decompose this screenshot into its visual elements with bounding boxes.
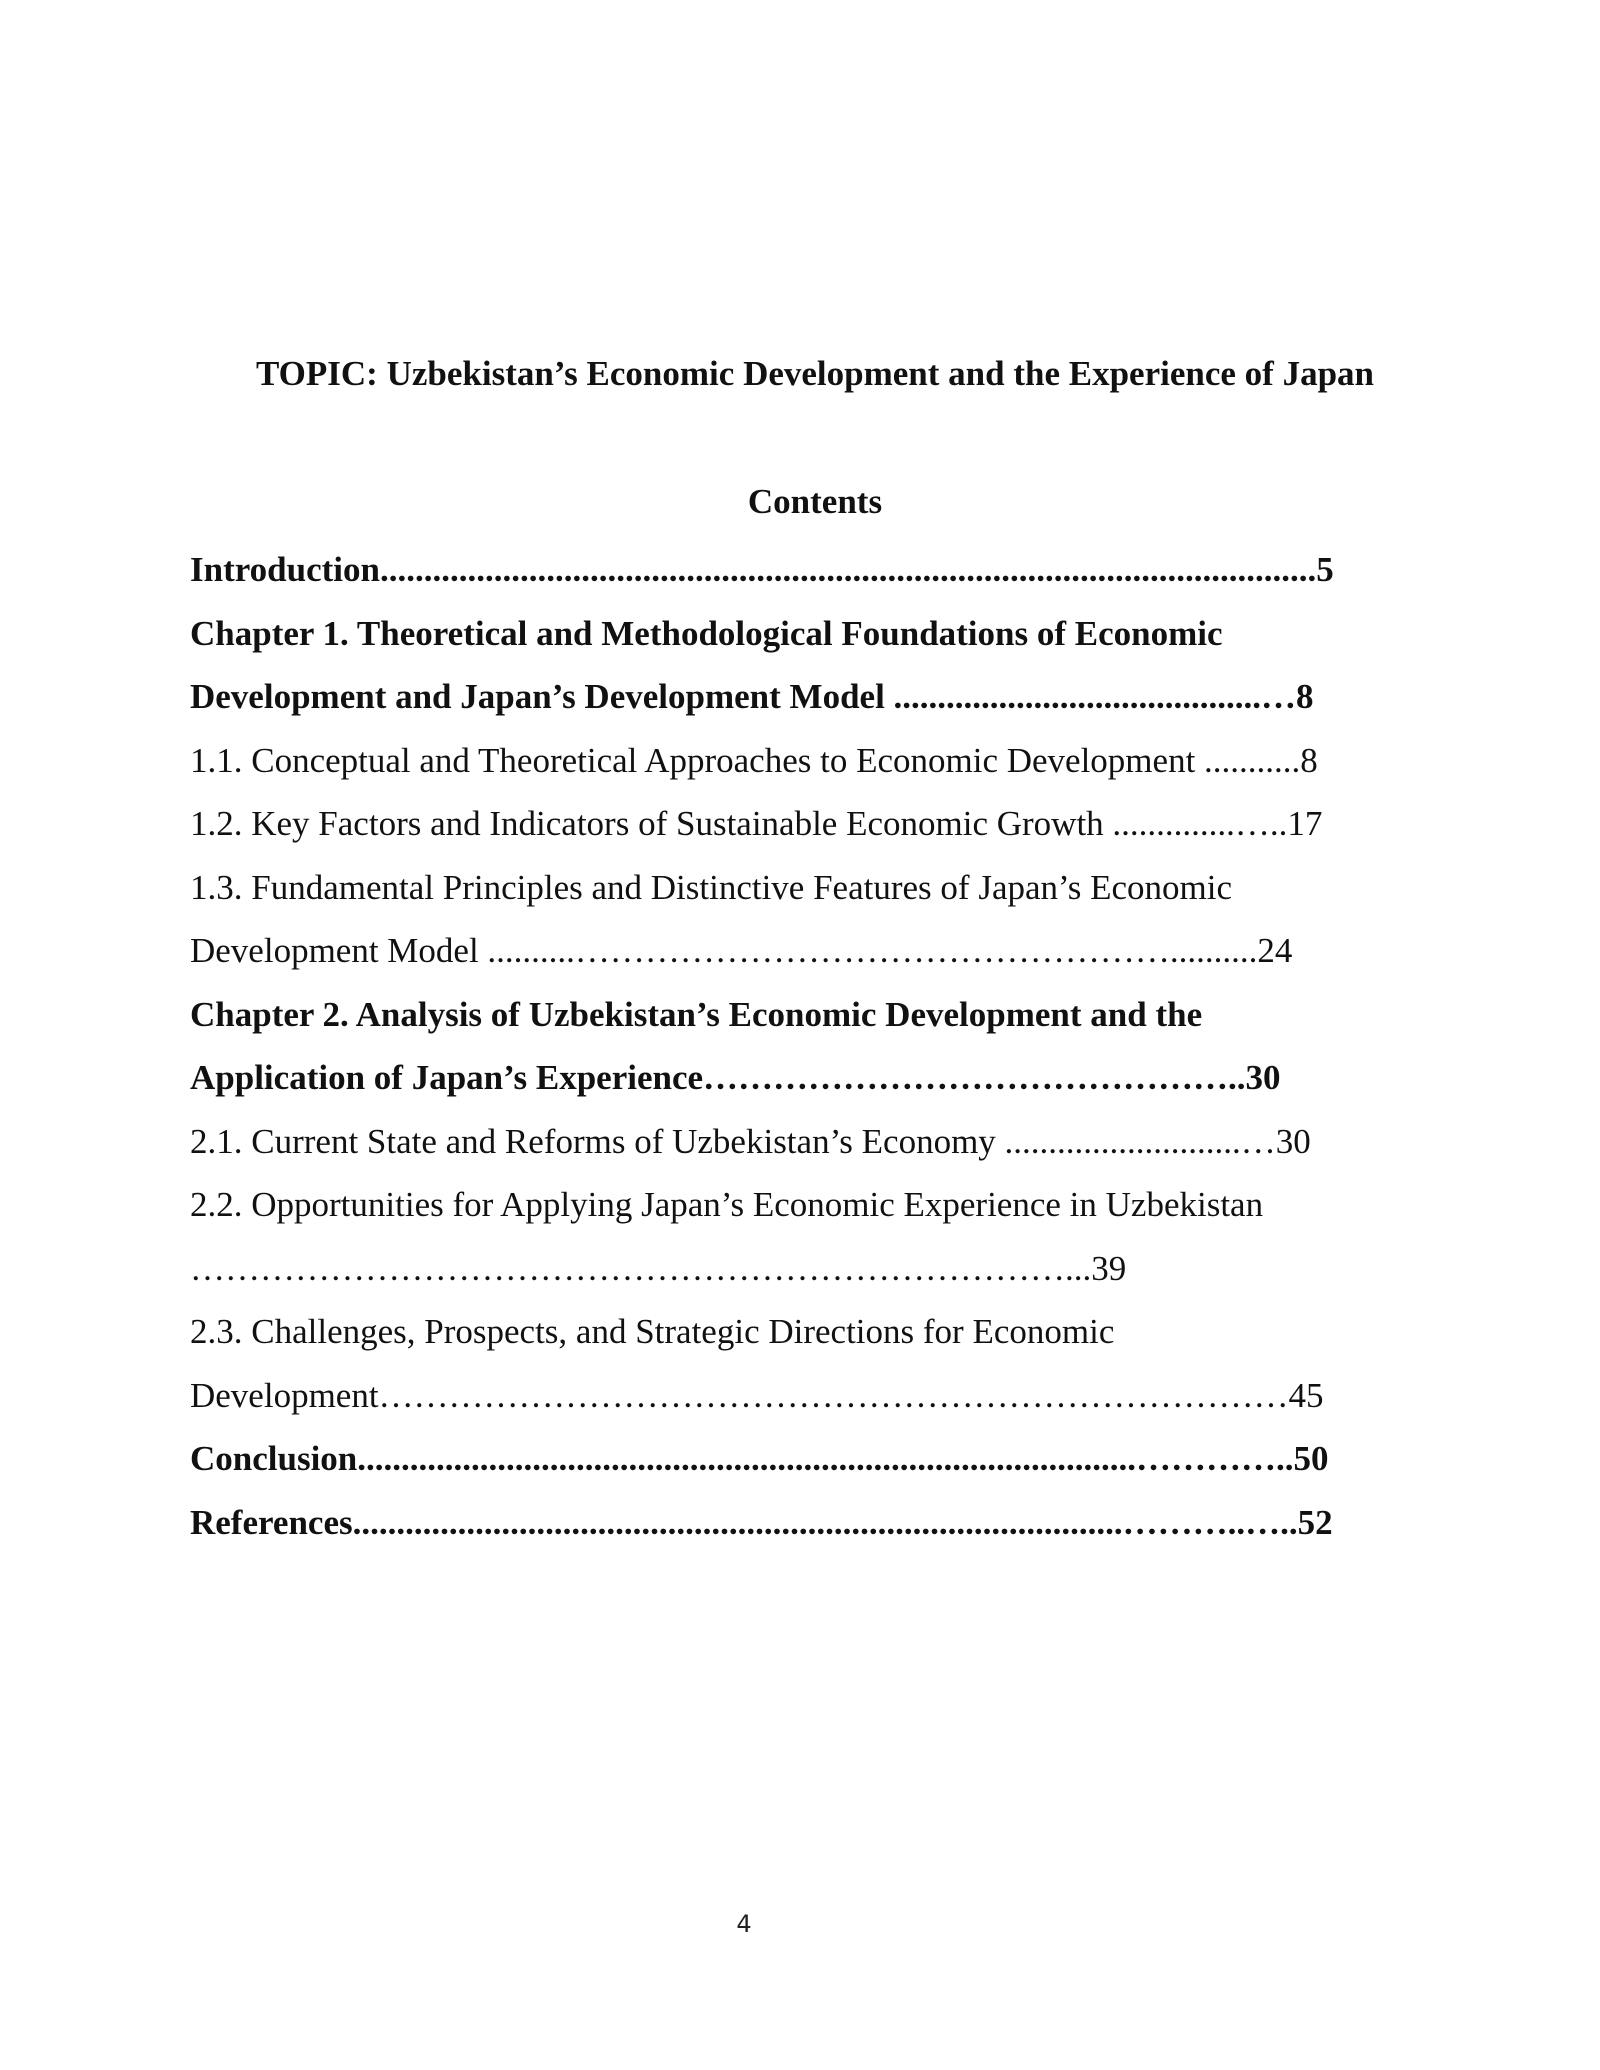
toc-section-2-2-cont: …………………………………………………………………...39 xyxy=(190,1248,1127,1288)
toc-chapter-1-title-cont: Development and Japan’s Development Model ..........................................…8 xyxy=(190,677,1314,716)
toc-section-1-2: 1.2. Key Factors and Indicators of Sustainable Economic Growth ..............…..17 xyxy=(190,804,1323,843)
toc-section-1-1: 1.1. Conceptual and Theoretical Approaches to Economic Development ...........8 xyxy=(190,740,1318,780)
toc-section-2-3-cont: Development……………………………………………………………………45 xyxy=(190,1375,1324,1415)
toc-chapter-1-title: Chapter 1. Theoretical and Methodological Foundations of Economic xyxy=(190,613,1223,653)
toc-section-2-3: 2.3. Challenges, Prospects, and Strategic Directions for Economic xyxy=(190,1312,1115,1351)
toc-section-1-3-cont: Development Model ..........……………………………………………..........24 xyxy=(190,931,1293,970)
toc-references: References........................................................................................………..…..52 xyxy=(190,1502,1333,1542)
toc-section-1-3: 1.3. Fundamental Principles and Distinctive Features of Japan’s Economic xyxy=(190,867,1233,907)
page-number: 4 xyxy=(736,1910,752,1938)
toc-introduction: Introduction...........................................................................................................5 xyxy=(190,550,1334,589)
toc-section-2-1: 2.1. Current State and Reforms of Uzbekistan’s Economy ...........................…30 xyxy=(190,1121,1311,1161)
toc-section-2-2: 2.2. Opportunities for Applying Japan’s Economic Experience in Uzbekistan xyxy=(190,1185,1264,1224)
toc-chapter-2-title: Chapter 2. Analysis of Uzbekistan’s Economic Development and the xyxy=(190,994,1203,1034)
toc-conclusion: Conclusion.........................................................................................…………..50 xyxy=(190,1439,1329,1478)
contents-heading: Contents xyxy=(747,482,883,521)
table-of-contents xyxy=(190,545,1390,1561)
page-title: TOPIC: Uzbekistan’s Economic Development and the Experience of Japan xyxy=(255,354,1375,393)
toc-chapter-2-title-cont: Application of Japan’s Experience………………………………………..30 xyxy=(190,1058,1281,1097)
